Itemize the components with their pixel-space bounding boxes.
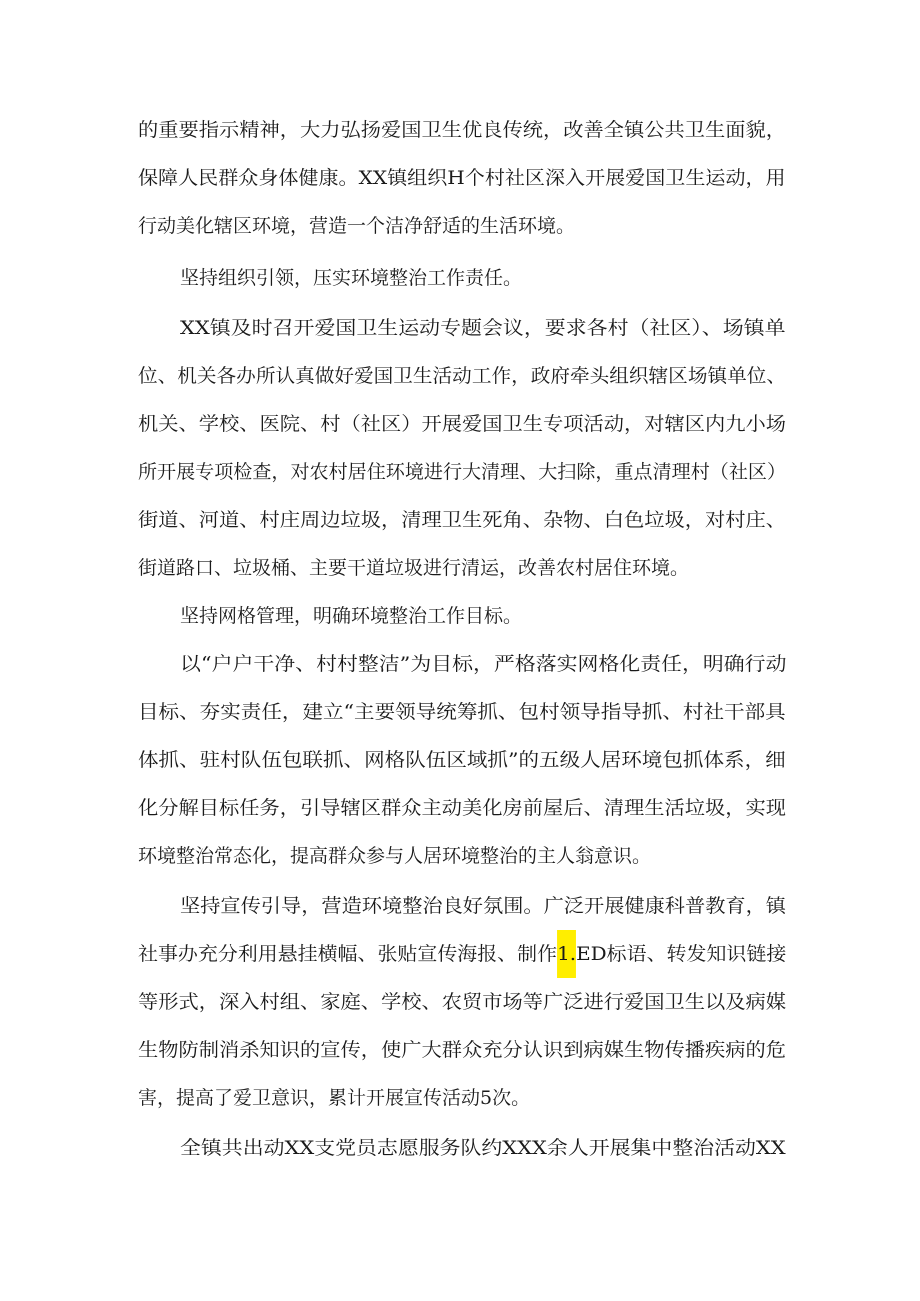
- paragraph: [138, 1124, 786, 1172]
- text-line-content: 等形式，深入村组、家庭、学校、农贸市场等广泛进行爱国卫生以及病媒: [138, 991, 787, 1013]
- text-line-content: 环境整治常态化，提高群众参与人居环境整治的主人翁意识。: [138, 845, 652, 867]
- text-line: [138, 448, 786, 496]
- paragraph: [138, 304, 786, 592]
- text-line: [138, 640, 786, 688]
- section-heading: [138, 254, 786, 302]
- text-line: [138, 154, 786, 202]
- text-line: [138, 202, 786, 250]
- text-line: [138, 304, 786, 352]
- text-line: [138, 592, 786, 640]
- text-line-content: 街道、河道、村庄周边垃圾，清理卫生死角、杂物、白色垃圾，对村庄、: [138, 509, 787, 531]
- text-line-content: 化分解目标任务，引导辖区群众主动美化房前屋后、清理生活垃圾，实现: [138, 797, 787, 819]
- text-line: [138, 736, 786, 784]
- text-line-content: 坚持组织引领，压实环境整治工作责任。: [180, 267, 523, 289]
- text-line-content: XX镇及时召开爱国卫生运动专题会议，要求各村（社区）、场镇单: [180, 317, 786, 339]
- text-line: [138, 688, 786, 736]
- text-line-content: 坚持宣传引导，营造环境整治良好氛围。广泛开展健康科普教育，镇: [180, 895, 787, 917]
- paragraph: [138, 882, 786, 1122]
- text-line: [138, 106, 786, 154]
- text-line: [138, 254, 786, 302]
- text-line-content: 保障人民群众身体健康。XX镇组织H个村社区深入开展爱国卫生运动，用: [138, 167, 786, 189]
- text-line: [138, 784, 786, 832]
- text-line-content: 位、机关各办所认真做好爱国卫生活动工作，政府牵头组织辖区场镇单位、: [138, 365, 787, 387]
- text-line-content: 全镇共出动XX支党员志愿服务队约XXX余人开展集中整治活动XX: [180, 1137, 786, 1159]
- text-line-content: 坚持网格管理，明确环境整治工作目标。: [180, 605, 523, 627]
- text-line: [138, 1026, 786, 1074]
- text-line: [138, 352, 786, 400]
- text-segment: 社事办充分利用悬挂横幅、张贴宣传海报、制作: [138, 943, 558, 965]
- section-heading: [138, 592, 786, 640]
- highlighted-text: 1.: [557, 930, 576, 978]
- text-line-content: [138, 930, 786, 978]
- text-line: [138, 1074, 786, 1122]
- text-line-content: 生物防制消杀知识的宣传，使广大群众充分认识到病媒生物传播疾病的危: [138, 1039, 787, 1061]
- text-line-content: 以“户户干净、村村整洁”为目标，严格落实网格化责任，明确行动: [180, 653, 787, 675]
- text-line: [138, 882, 786, 930]
- text-line: [138, 930, 786, 978]
- text-line: [138, 978, 786, 1026]
- text-line-content: 目标、夯实责任，建立“主要领导统筹抓、包村领导指导抓、村社干部具: [138, 701, 786, 723]
- text-line-content: 体抓、驻村队伍包联抓、网格队伍区域抓”的五级人居环境包抓体系，细: [138, 749, 786, 771]
- text-line-content: 行动美化辖区环境，营造一个洁净舒适的生活环境。: [138, 215, 576, 237]
- text-line-content: 机关、学校、医院、村（社区）开展爱国卫生专项活动，对辖区内九小场: [138, 413, 787, 435]
- text-line-content: 所开展专项检查，对农村居住环境进行大清理、大扫除，重点清理村（社区）: [138, 461, 787, 483]
- text-line: [138, 832, 786, 880]
- text-line: [138, 1124, 786, 1172]
- paragraph: [138, 640, 786, 880]
- text-segment: ED标语、转发知识链接: [576, 943, 787, 965]
- text-line-content: 的重要指示精神，大力弘扬爱国卫生优良传统，改善全镇公共卫生面貌，: [138, 119, 787, 141]
- text-line: [138, 496, 786, 544]
- text-line-content: 街道路口、垃圾桶、主要干道垃圾进行清运，改善农村居住环境。: [138, 557, 690, 579]
- text-line: [138, 400, 786, 448]
- paragraph: [138, 106, 786, 250]
- text-line: [138, 544, 786, 592]
- text-line-content: 害，提高了爱卫意识，累计开展宣传活动5次。: [138, 1087, 531, 1109]
